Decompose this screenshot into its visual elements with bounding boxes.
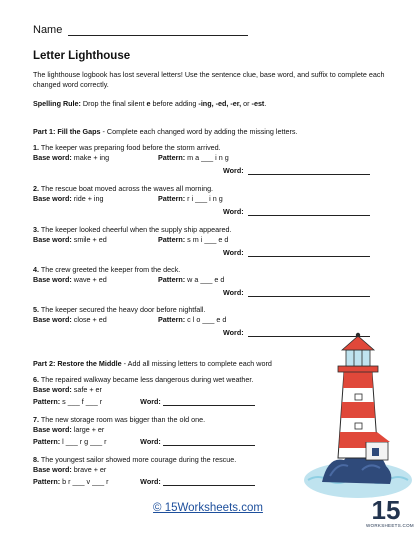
- word-answer-line[interactable]: [163, 477, 255, 486]
- part2-item-6: [33, 375, 333, 394]
- word-label: Word:: [223, 288, 244, 297]
- intro-text: The lighthouse logbook has lost several letters! Use the sentence clue, base word, and suffix to complete each changed word correctly.: [33, 70, 385, 89]
- spelling-rule-text-2: before adding: [150, 99, 199, 108]
- copyright-link[interactable]: © 15Worksheets.com: [153, 502, 263, 514]
- question-sentence: [33, 305, 393, 315]
- base-word-label: Base word:: [33, 424, 72, 434]
- part1-item-2: [33, 184, 393, 203]
- base-pattern-row: [33, 275, 393, 285]
- pattern-label: Pattern:: [158, 193, 186, 203]
- base-word-value: make + ing: [73, 152, 110, 162]
- base-word-value: brave + er: [73, 464, 107, 474]
- question-number: 5.: [33, 305, 39, 314]
- spelling-rule-letter: e: [146, 99, 151, 108]
- word-answer-4: [223, 288, 370, 297]
- base-word-label: Base word:: [33, 384, 72, 394]
- pattern-label: Pattern:: [158, 314, 186, 324]
- name-field[interactable]: [68, 25, 248, 36]
- base-word-label: Base word:: [33, 152, 72, 162]
- question-text: The keeper secured the heavy door before nightfall.: [40, 305, 206, 314]
- name-label: Name: [33, 24, 63, 36]
- pattern: [158, 315, 226, 325]
- base-word-value: large + er: [73, 424, 105, 434]
- pattern-label: Pattern:: [158, 234, 186, 244]
- part1-item-3: [33, 225, 393, 244]
- pattern-value: m a ___ i n g: [187, 152, 229, 162]
- pattern-value: s m i ___ e d: [187, 234, 229, 244]
- spelling-rule-text-1: Drop the final silent: [80, 99, 147, 108]
- question-number: 6.: [33, 375, 39, 384]
- word-answer-line[interactable]: [248, 248, 370, 257]
- worksheets-logo: [366, 495, 414, 533]
- base-pattern-row: [33, 194, 393, 204]
- word-answer-1: [223, 166, 370, 175]
- spelling-rule-label: Spelling Rule:: [33, 99, 81, 108]
- part2-instruction: - Add all missing letters to complete each word: [121, 359, 272, 368]
- base-word: [33, 194, 158, 204]
- part1-item-4: [33, 265, 393, 284]
- question-text: The crew greeted the keeper from the deck.: [40, 265, 181, 274]
- word-answer-2: [223, 207, 370, 216]
- base-word-label: Base word:: [33, 274, 72, 284]
- pattern-value: r i ___ i n g: [187, 193, 223, 203]
- page-title: Letter Lighthouse: [33, 50, 131, 62]
- base-word-value: safe + er: [73, 384, 102, 394]
- pattern-label: Pattern:: [33, 477, 61, 486]
- question-sentence: [33, 184, 393, 194]
- question-text: The youngest sailor showed more courage during the rescue.: [40, 455, 237, 464]
- pattern-value: l ___ r g ___ r: [62, 437, 107, 446]
- part1-item-1: [33, 143, 393, 162]
- pattern: [158, 275, 224, 285]
- question-number: 7.: [33, 415, 39, 424]
- part1-heading-row: [33, 127, 297, 136]
- word-answer-line[interactable]: [248, 166, 370, 175]
- question-number: 3.: [33, 225, 39, 234]
- pattern-label: Pattern:: [33, 397, 61, 406]
- word-label: Word:: [140, 477, 161, 486]
- base-word-value: close + ed: [73, 314, 107, 324]
- pattern-label: Pattern:: [33, 437, 61, 446]
- spelling-rule-last-suffix: -est: [251, 99, 265, 108]
- part2-item-7: [33, 415, 333, 434]
- pattern-value: s ___ f ___ r: [62, 397, 103, 406]
- word-label: Word:: [223, 248, 244, 257]
- lighthouse-illustration: [300, 330, 412, 500]
- part2-item-8: [33, 455, 333, 474]
- pattern: [158, 194, 223, 204]
- question-sentence: [33, 225, 393, 235]
- logo-caption: WORKSHEETS.COM: [366, 523, 414, 528]
- base-pattern-row: [33, 235, 393, 245]
- base-word-label: Base word:: [33, 464, 72, 474]
- question-text: The repaired walkway became less dangerous during wet weather.: [40, 375, 254, 384]
- word-answer-line[interactable]: [163, 437, 255, 446]
- word-label: Word:: [140, 437, 161, 446]
- part1-heading: Part 1: Fill the Gaps: [33, 127, 101, 136]
- base-word-label: Base word:: [33, 314, 72, 324]
- word-label: Word:: [140, 397, 161, 406]
- pattern-value: c l o ___ e d: [187, 314, 227, 324]
- pattern-label: Pattern:: [158, 274, 186, 284]
- base-word: [33, 315, 158, 325]
- spelling-rule-suffixes: -ing, -ed, -er,: [198, 99, 242, 108]
- base-word-value: wave + ed: [73, 274, 107, 284]
- part2-answer-row-8: [33, 477, 255, 486]
- base-word-value: ride + ing: [73, 193, 104, 203]
- base-word-label: Base word:: [33, 193, 72, 203]
- pattern: [158, 153, 229, 163]
- word-answer-line[interactable]: [163, 397, 255, 406]
- word-answer-line[interactable]: [248, 288, 370, 297]
- question-text: The rescue boat moved across the waves all morning.: [40, 184, 214, 193]
- spelling-rule-period: .: [264, 99, 267, 108]
- question-number: 4.: [33, 265, 39, 274]
- part2-heading-row: [33, 359, 272, 368]
- question-sentence: [33, 143, 393, 153]
- part1-instruction: - Complete each changed word by adding the missing letters.: [100, 127, 298, 136]
- word-label: Word:: [223, 166, 244, 175]
- base-word-label: Base word:: [33, 234, 72, 244]
- word-answer-3: [223, 248, 370, 257]
- base-word-value: smile + ed: [73, 234, 107, 244]
- part1-item-5: [33, 305, 393, 324]
- logo-number: 15: [371, 495, 401, 525]
- pattern-value: b r ___ v ___ r: [62, 477, 109, 486]
- part2-heading: Part 2: Restore the Middle: [33, 359, 122, 368]
- question-text: The keeper was preparing food before the storm arrived.: [40, 143, 221, 152]
- pattern-label: Pattern:: [158, 152, 186, 162]
- base-word: [33, 153, 158, 163]
- word-answer-line[interactable]: [248, 207, 370, 216]
- question-text: The new storage room was bigger than the old one.: [40, 415, 206, 424]
- base-pattern-row: [33, 153, 393, 163]
- question-text: The keeper looked cheerful when the supply ship appeared.: [40, 225, 232, 234]
- pattern-value: w a ___ e d: [187, 274, 225, 284]
- pattern: [158, 235, 228, 245]
- base-pattern-row: [33, 315, 393, 325]
- base-word: [33, 275, 158, 285]
- part2-answer-row-7: [33, 437, 255, 446]
- question-sentence: [33, 265, 393, 275]
- base-word: [33, 235, 158, 245]
- question-number: 1.: [33, 143, 39, 152]
- part2-answer-row-6: [33, 397, 255, 406]
- question-number: 8.: [33, 455, 39, 464]
- word-label: Word:: [223, 328, 244, 337]
- question-number: 2.: [33, 184, 39, 193]
- name-row: [33, 24, 248, 36]
- word-label: Word:: [223, 207, 244, 216]
- spelling-rule-or: or: [241, 99, 252, 108]
- spelling-rule: [33, 99, 266, 108]
